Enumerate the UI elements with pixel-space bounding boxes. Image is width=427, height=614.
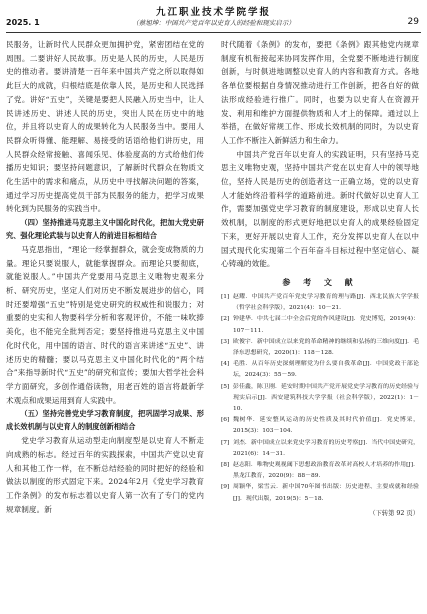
running-title: （蔡旭坤：中国共产党百年以史育人的经验和现实启示）: [132, 19, 295, 27]
continued-note: （下转第 92 页）: [369, 509, 419, 517]
reference-number: [9]: [221, 484, 230, 491]
reference-text: 赵志阳．唯物史观视阈下思想政治教育改革对高校人才培养的作用[J]．黑龙江教育，2020(9)：88－89.: [233, 462, 419, 480]
reference-text: 周颖华，梁雪云．新中国70年图书出版：历史进程、主要成就和经验[J]．现代出版，2019(5)：5－18.: [233, 484, 419, 502]
reference-number: [7]: [221, 439, 230, 446]
reference-number: [5]: [221, 383, 230, 390]
reference-number: [6]: [221, 417, 230, 424]
reference-number: [2]: [221, 316, 230, 323]
reference-text: 钟建华．中共七届二中全会后党的作风建设[J]．党史博览，2019(4)：107－111.: [233, 316, 419, 334]
reference-item: [221, 415, 419, 437]
reference-number: [4]: [221, 361, 230, 368]
reference-item: [221, 438, 419, 460]
section-heading-4: （四）坚持推进马克思主义中国化时代化，把加大党史研究、强化理论武装与以史育人的前进目标相结合: [6, 218, 204, 240]
section-heading-5: （五）坚持完善党史学习教育制度，把巩固学习成果、形成长效机制与以史育人的制度创新相结合: [6, 409, 204, 431]
reference-text: 毛胜．从百年历史深刻理解党为什么要自我革命[J]．中国党政干部论坛，2024(3)：55－59.: [233, 361, 419, 379]
right-column: [221, 38, 419, 604]
page-number: 29: [407, 17, 419, 27]
body-paragraph: 中国共产党百年以史育人的实践证明，只有坚持马克思主义唯物史观，坚持中国共产党在以史育人中的领导地位，坚持人民是历史的创造者这一正确立场，党的以史育人才能始终沿着科学的道路前进。新时代做好以史育人工作，需要加强党史学习教育的制度建设，形成以史育人长效机制，以制度的形式更好地把以史育人的成果经验固定下来，更好开展以史育人工作，充分发挥以史育人在以中国式现代化实现第二个百年奋斗目标过程中坚定信心、凝心铸魂的效能。: [221, 149, 419, 269]
body-paragraph: 马克思指出，“理论一经掌握群众，就会变成物质的力量。理论只要说服人，就能掌握群众。而理论只要彻底，就能说服人。”中国共产党要用马克思主义唯物史观来分析、研究历史，坚定人们对历史不断发展进步的信心，同时还要增强“五史”特别是党史研究的权威性和说服力；对重要的史实和人物要科学分析和客观评价，不能一味吹捧美化，也不能完全批判否定；要坚持推进马克思主义中国化时代化，用中国的语言、时代的语言来讲述“五史”、讲述历史的精髓；要以马克思主义中国化时代化的“两个结合”来指导新时代“五史”的研究和宣传；要加大哲学社会科学方面研究，多创作通俗读物，用老百姓的语言将最新学术观点和成果运用到育人实践中。: [6, 244, 204, 405]
reference-item: [221, 460, 419, 482]
reference-number: [8]: [221, 462, 230, 468]
body-paragraph: 党史学习教育从运动型走向制度型是以史育人不断走向成熟的标志。经过百年的实践探索，中国共产党以史育人和其他工作一样，在不断总结经验的同时把好的经验和做法以制度的形式固定下来。2024年2月《党史学习教育工作条例》的发布标志着以史育人第一次有了专门的党内规章制度。新: [6, 436, 204, 514]
running-header: [6, 3, 421, 33]
reference-text: 魏树华．延安整风运动的历史性质及其时代价值[J]．党史博采，2015(3)：103－104.: [233, 417, 419, 435]
reference-item: [221, 314, 419, 336]
reference-item: [221, 482, 419, 504]
reference-item: [221, 292, 419, 314]
body-paragraph: 民服务，让新时代人民群众更加拥护党，紧密团结在党的周围。二要讲好人民故事。历史是人民的历史，人民是历史的推动者。要讲清楚一百年来中国共产党之所以取得如此巨大的成就，归根结底是依靠人民，是历史和人民选择了党。讲好“五史”，关键是要把人民融入历史当中，让人民讲述历史、讲述人民的历史，突出人民在历史中的地位，并且将以史育人的成果转化为人民服务当中。要用人民群众听得懂、能理解、易接受的话语给他们讲历史，用人民群众经常接触、喜闻乐见、体验度高的方式给他们传播历史知识；要坚持问题意识，了解新时代群众在物质文化生活中的需求和痛点，从历史中寻找解决问题的答案，通过学习历史提高党员干部为民服务的能力，把学习成果转化到为民服务的实践当中。: [6, 40, 204, 214]
references-heading: 参 考 文 献: [282, 277, 358, 287]
references-list: [221, 292, 419, 505]
journal-title: 九江职业技术学院学报: [155, 7, 271, 18]
reference-item: [221, 337, 419, 359]
reference-text: 赵耀．中国共产党百年党史学习教育的理与路[J]．西北民族大学学报（哲学社会科学版），2021(4)：10－21.: [233, 293, 419, 312]
reference-text: 刘杰．新中国成立以来党史学习教育的历史考察[J]．当代中国史研究，2021(6)：14－31.: [233, 439, 419, 457]
reference-number: [3]: [221, 338, 230, 345]
left-column: [6, 38, 204, 604]
reference-text: 彭佳鑫，陈卫刚．延安时期中国共产党开展党史学习教育的历史经验与现实启示[J]．西安建筑科技大学学报（社会科学版），2022(1)：1－10.: [233, 383, 419, 412]
body-paragraph: 时代随着《条例》的发布，要把《条例》跟其他党内规章制度有机衔接起来协同发挥作用，全党要不断地进行制度创新，与时俱进地调整以史育人的内容和教育方式。各地各单位要根据自身情况推动进行工作创新，把各自好的做法形成经验进行推广。同时，也要为以史育人在资源开发、利用和维护方面提供物质和人才上的保障。通过以上举措，在做好常规工作、形成长效机制的同时，为以史育人工作不断注入新鲜活力和生命力。: [221, 40, 419, 145]
reference-number: [1]: [221, 293, 230, 300]
reference-item: [221, 382, 419, 416]
reference-text: 欧俊宇．新中国成立以来党的革命精神的继续和弘扬的三维向度[J]．毛泽东思想研究，2020(1)：118－128.: [233, 338, 419, 356]
reference-item: [221, 359, 419, 381]
issue-number: 2025. 1: [6, 18, 40, 27]
